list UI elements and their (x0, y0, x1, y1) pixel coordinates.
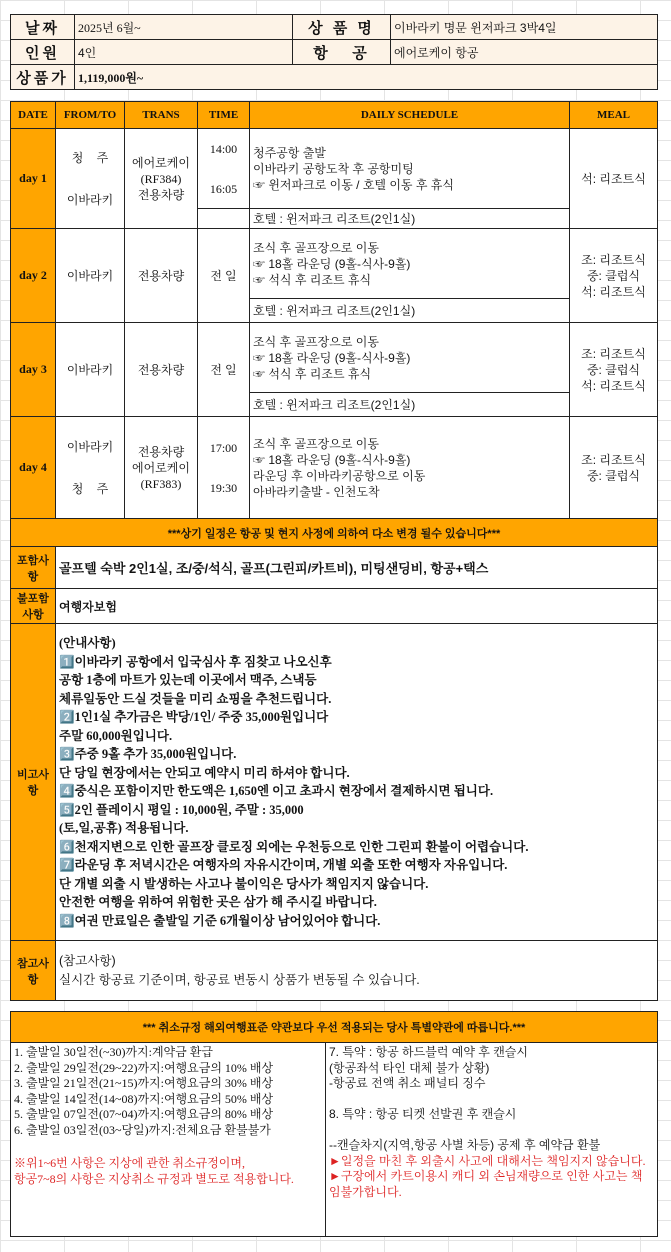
schedule-line: ☞ 18홀 라운딩 (9홀-식사-9홀) (253, 256, 411, 271)
schedule-line: ☞ 석식 후 리조트 휴식 (253, 272, 372, 287)
excluded-value: 여행자보험 (56, 589, 658, 624)
special-rule (329, 1123, 654, 1139)
schedule-table (10, 101, 658, 1001)
day-label: day 2 (11, 229, 56, 323)
people-value: 4인 (75, 40, 293, 65)
time-end: 16:05 (209, 181, 238, 196)
day-label: day 1 (11, 129, 56, 229)
notice-banner: ***상기 일정은 항공 및 현지 사정에 의하여 다소 변경 될수 있습니다*** (11, 519, 658, 547)
people-label: 인원 (11, 40, 75, 65)
remark-line: 주말 60,000원입니다. (59, 728, 173, 743)
remark-line: 7️⃣라운딩 후 저녁시간은 여행자의 자유시간이며, 개별 외출 또한 여행자 자유입니다. (59, 858, 508, 872)
meal-line: 석: 리조트식 (581, 171, 646, 186)
schedule (250, 129, 570, 209)
cancel-rule: 6. 출발일 03일전(03~당일)까지:전체요금 환불불가 (14, 1122, 271, 1137)
meal-line: 중: 클럽식 (586, 268, 641, 283)
hotel: 호텔 : 윈저파크 리조트(2인1실) (250, 393, 570, 417)
special-warning: ►구장에서 카트이용시 캐디 외 손님재량으로 인한 사고는 책임불가합니다. (329, 1169, 643, 1199)
remark-line: 3️⃣주중 9홀 추가 35,000원입니다. (59, 747, 237, 761)
transport-line: 전용차량 (137, 362, 185, 377)
reference-content (56, 941, 658, 1001)
special-warning: ►일정을 마친 후 외출시 사고에 대해서는 책임지지 않습니다. (329, 1153, 646, 1168)
remark-line: 1️⃣이바라키 공항에서 입국심사 후 짐찾고 나오신후 (59, 654, 332, 669)
schedule-line: 조식 후 골프장으로 이동 (253, 240, 379, 255)
product-label: 상 품 명 (293, 15, 391, 40)
day-row (11, 323, 658, 393)
price-value: 1,119,000원~ (75, 65, 658, 90)
cancel-warning: ※위1~6번 사항은 지상에 관한 취소규정이며, (14, 1156, 245, 1170)
time (198, 229, 250, 323)
transport-line: (RF384) (140, 171, 182, 186)
reference-line: (참고사항) (59, 954, 116, 968)
transport-line: 전용차량 (137, 187, 185, 202)
transport-line: 에어로케이 (132, 155, 190, 170)
meal-line: 조: 리조트식 (581, 452, 646, 467)
special-rule: 7. 특약 : 항공 하드블럭 예약 후 캔슬시 (329, 1045, 528, 1059)
transport-line: 전용차량 (137, 444, 185, 459)
special-rule: (항공좌석 타인 대체 불가 상황) (329, 1060, 490, 1075)
meal (570, 417, 658, 519)
to-city: 청 주 (71, 481, 109, 496)
transport-line: 에어로케이 (132, 460, 190, 475)
remarks-content (56, 624, 658, 941)
remark-line: (안내사항) (59, 636, 116, 650)
special-rule: 8. 특약 : 항공 티켓 선발권 후 캔슬시 (329, 1107, 517, 1121)
included-label: 포함사항 (11, 547, 56, 589)
schedule-line: 조식 후 골프장으로 이동 (253, 334, 379, 349)
reference-line: 실시간 항공료 기준이며, 항공료 변동시 상품가 변동될 수 있습니다. (59, 972, 420, 987)
day-row (11, 129, 658, 209)
remark-line: 8️⃣여권 만료일은 출발일 기준 6개월이상 남어있어야 합니다. (59, 913, 381, 928)
cancel-rule: 1. 출발일 30일전(~30)까지:계약금 환급 (14, 1045, 213, 1059)
time-end: 19:30 (209, 480, 238, 495)
meal-line: 조: 리조트식 (581, 346, 646, 361)
day-row (11, 417, 658, 519)
from-to (56, 417, 125, 519)
remark-line: 5️⃣2인 플레이시 평일 : 10,000원, 주말 : 35,000 (59, 802, 304, 817)
schedule-line: ☞ 석식 후 리조트 휴식 (253, 366, 372, 381)
time-empty (198, 209, 250, 229)
special-rule: -항공료 전액 취소 패널티 징수 (329, 1076, 486, 1090)
special-rule: --캔슬차지(지역,항공 사별 차등) 공제 후 예약금 환불 (329, 1138, 601, 1152)
remark-line: 6️⃣천재지변으로 인한 골프장 클로징 외에는 우천등으로 인한 그린피 환불이 어렵습니다. (59, 839, 529, 854)
meal (570, 323, 658, 417)
schedule-line: 청주공항 출발 (253, 145, 326, 160)
cancel-rule: 5. 출발일 07일전(07~04)까지:여행요금의 80% 배상 (14, 1107, 274, 1121)
transport (125, 323, 198, 417)
time-start: 14:00 (209, 141, 238, 156)
to-city: 이바라키 (66, 192, 114, 207)
schedule-line: ☞ 윈저파크로 이동 / 호텔 이동 후 휴식 (253, 177, 454, 192)
remark-line: (토,일,공휴) 적용됩니다. (59, 821, 189, 835)
day-label: day 3 (11, 323, 56, 417)
transport (125, 417, 198, 519)
meal (570, 129, 658, 229)
meal-line: 조: 리조트식 (581, 252, 646, 267)
from-to (56, 229, 125, 323)
time-start: 전 일 (210, 362, 237, 377)
cancellation-left (11, 1043, 326, 1237)
header-cell: DATE (11, 102, 56, 129)
schedule-line: 아바라키출발 - 인천도착 (253, 484, 380, 499)
schedule (250, 417, 570, 519)
remark-line: 체류일동안 드실 것들을 미리 쇼핑을 추천드립니다. (59, 691, 332, 706)
excluded-label: 불포함사항 (11, 589, 56, 624)
transport-line: (RF383) (140, 476, 182, 491)
schedule-line: ☞ 18홀 라운딩 (9홀-식사-9홀) (253, 350, 411, 365)
cancel-rule: 2. 출발일 29일전(29~22)까지:여행요금의 10% 배상 (14, 1060, 274, 1075)
day-label: day 4 (11, 417, 56, 519)
meal-line: 석: 리조트식 (581, 284, 646, 299)
schedule-line: 이바라키 공항도착 후 공항미팅 (253, 161, 414, 176)
date-value: 2025년 6월~ (75, 15, 293, 40)
cancellation-right (326, 1043, 658, 1237)
header-cell: TIME (198, 102, 250, 129)
header-cell: MEAL (570, 102, 658, 129)
hotel: 호텔 : 윈저파크 리조트(2인1실) (250, 299, 570, 323)
date-label: 날짜 (11, 15, 75, 40)
cancel-rule: 4. 출발일 14일전(14~08)까지:여행요금의 50% 배상 (14, 1091, 274, 1106)
meal-line: 중: 클럽식 (586, 468, 641, 483)
cancel-rule: 3. 출발일 21일전(21~15)까지:여행요금의 30% 배상 (14, 1076, 274, 1090)
transport (125, 129, 198, 229)
from-city: 이바라키 (66, 268, 114, 283)
transport (125, 229, 198, 323)
product-value: 이바라키 명문 윈저파크 3박4일 (391, 15, 658, 40)
price-label: 상품가 (11, 65, 75, 90)
special-rule (329, 1092, 654, 1108)
meal (570, 229, 658, 323)
from-city: 이바라키 (66, 439, 114, 454)
hotel: 호텔 : 윈저파크 리조트(2인1실) (250, 209, 570, 229)
time (198, 323, 250, 417)
transport-line: 전용차량 (137, 268, 185, 283)
schedule (250, 323, 570, 393)
time (198, 129, 250, 209)
schedule-line: ☞ 18홀 라운딩 (9홀-식사-9홀) (253, 452, 411, 467)
header-cell: DAILY SCHEDULE (250, 102, 570, 129)
remarks-label: 비고사항 (11, 624, 56, 941)
included-value: 골프텔 숙박 2인1실, 조/중/석식, 골프(그린피/카트비), 미팅샌딩비, 항공+택스 (56, 547, 658, 589)
schedule-line: 조식 후 골프장으로 이동 (253, 436, 379, 451)
remark-line: 2️⃣1인1실 추가금은 박당/1인/ 주중 35,000원입니다 (59, 710, 329, 724)
cancellation-title: *** 취소규정 해외여행표준 약관보다 우선 적용되는 당사 특별약관에 따릅니다.*** (11, 1012, 658, 1043)
from-city: 청 주 (71, 150, 109, 165)
remark-line: 단 당일 현장에서는 안되고 예약시 미리 하셔야 합니다. (59, 765, 350, 780)
reference-label: 참고사항 (11, 941, 56, 1001)
remark-line: 4️⃣중식은 포함이지만 한도액은 1,650엔 이고 초과시 현장에서 결제하시면 됩니다. (59, 784, 494, 798)
remark-line: 안전한 여행을 위하여 위험한 곳은 삼가 해 주시길 바랍니다. (59, 895, 377, 909)
day-row (11, 229, 658, 299)
cancellation-table (10, 1011, 658, 1237)
header-cell: FROM/TO (56, 102, 125, 129)
air-value: 에어로케이 항공 (391, 40, 658, 65)
from-to (56, 129, 125, 229)
remark-line: 공항 1층에 마트가 있는데 이곳에서 맥주, 스낵등 (59, 673, 317, 687)
time (198, 417, 250, 519)
meal-line: 중: 클럽식 (586, 362, 641, 377)
time-start: 17:00 (209, 440, 238, 455)
from-city: 이바라키 (66, 362, 114, 377)
meal-line: 석: 리조트식 (581, 378, 646, 393)
from-to (56, 323, 125, 417)
schedule (250, 229, 570, 299)
header-cell: TRANS (125, 102, 198, 129)
air-label: 항 공 (293, 40, 391, 65)
time-start: 전 일 (210, 268, 237, 283)
product-info-table (10, 14, 658, 90)
cancel-warning: 항공7~8의 사항은 지상취소 규정과 별도로 적용합니다. (14, 1171, 294, 1186)
remark-line: 단 개별 외출 시 발생하는 사고나 불이익은 당사가 책임지지 않습니다. (59, 876, 429, 891)
schedule-line: 라운딩 후 이바라키공항으로 이동 (253, 468, 426, 483)
